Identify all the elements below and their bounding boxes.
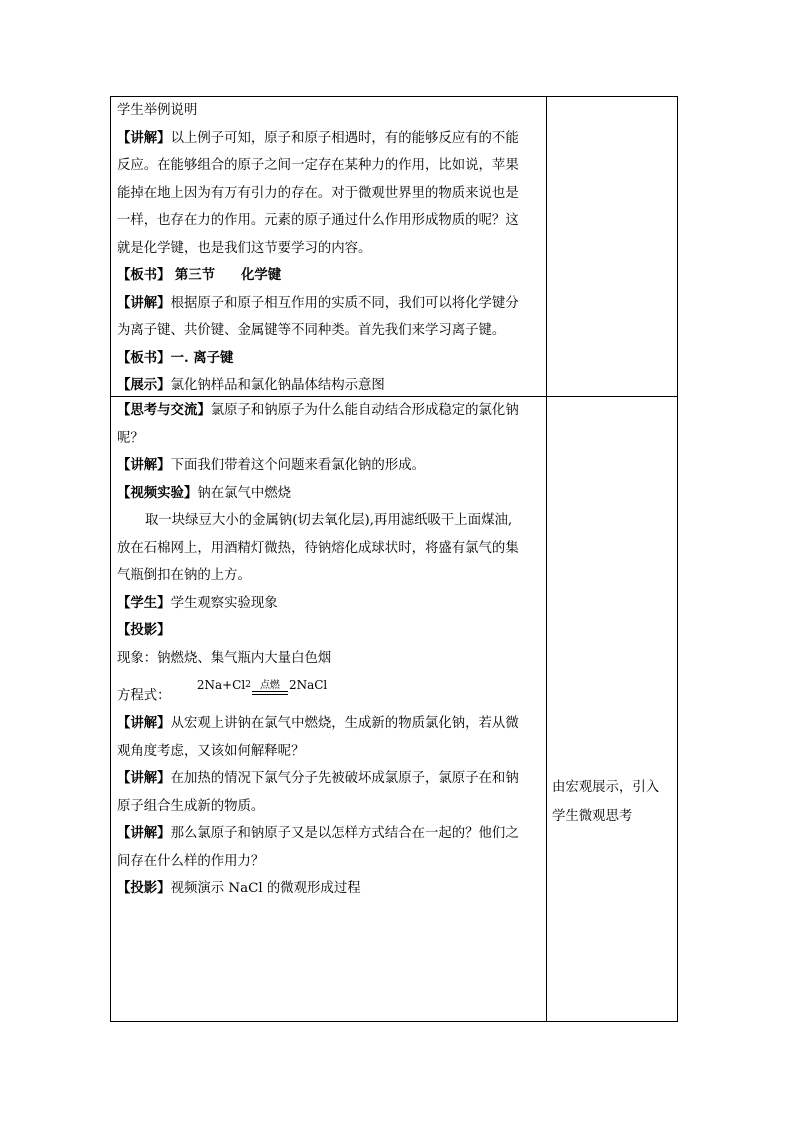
text-line: 【讲解】以上例子可知，原子和原子相遇时，有的能够反应有的不能 xyxy=(117,129,519,146)
lesson-title: 化学键 xyxy=(241,267,282,283)
section-tag: 【视频实验】 xyxy=(117,484,198,501)
section-tag: 【展示】 xyxy=(117,377,171,393)
design-intent-line: 学生微观思考 xyxy=(552,809,633,824)
text-line: 观角度考虑，又该如何解释呢？ xyxy=(117,743,305,759)
text-line: 取一块绿豆大小的金属钠(切去氧化层),再用滤纸吸干上面煤油, xyxy=(145,513,513,528)
text-line: 【讲解】那么氯原子和钠原子又是以怎样方式结合在一起的？他们之 xyxy=(117,825,519,841)
subscript: 2 xyxy=(245,680,251,690)
text-line: 间存在什么样的作用力？ xyxy=(117,853,265,869)
section-tag: 【讲解】 xyxy=(117,770,171,786)
text-line: 【思考与交流】氯原子和钠原子为什么能自动结合形成稳定的氯化钠 xyxy=(117,402,519,418)
lesson-section: 第三节 xyxy=(174,267,215,283)
text-line: 就是化学键，也是我们这节要学习的内容。 xyxy=(117,240,372,256)
section-tag: 【学生】 xyxy=(117,594,171,611)
equation-label: 方程式： xyxy=(117,688,171,704)
section-tag: 【讲解】 xyxy=(117,825,171,841)
text-line: 【学生】学生观察实验现象 xyxy=(117,594,278,611)
design-intent-line: 由宏观展示，引入 xyxy=(552,780,660,795)
equation-line xyxy=(117,672,543,710)
row1-content-cell xyxy=(117,97,543,400)
text-line: 原子组合生成新的物质。 xyxy=(117,798,265,814)
text-line: 【板书】一. 离子键 xyxy=(117,349,234,366)
text-line: 学生举例说明 xyxy=(117,103,198,118)
text-line xyxy=(117,262,543,290)
text-line: 【讲解】根据原子和原子相互作用的实质不同，我们可以将化学键分 xyxy=(117,294,519,311)
chemical-equation xyxy=(175,672,327,700)
section-tag: 【讲解】 xyxy=(117,294,171,311)
text-line: 【讲解】从宏观上讲钠在氯气中燃烧，生成新的物质氯化钠，若从微 xyxy=(117,715,519,731)
equation-product: 2NaCl xyxy=(288,678,328,692)
text-line: 反应。在能够组合的原子之间一定存在某种力的作用，比如说，苹果 xyxy=(117,158,519,173)
text-line: 气瓶倒扣在钠的上方。 xyxy=(117,568,251,583)
design-intent-cell xyxy=(552,773,672,831)
equation-reactants: 2Na+Cl xyxy=(196,678,246,692)
text-line: 【视频实验】钠在氯气中燃烧 xyxy=(117,484,292,501)
section-tag: 【讲解】 xyxy=(117,715,171,731)
text-line: 能掉在地上因为有万有引力的存在。对于微观世界里的物质来说也是 xyxy=(117,185,519,201)
section-tag: 【板书】 xyxy=(117,349,171,366)
lesson-table xyxy=(110,96,678,1022)
text-line xyxy=(117,617,543,645)
text-line: 呢？ xyxy=(117,430,144,446)
section-tag: 【投影】 xyxy=(117,880,171,896)
row2-content-cell xyxy=(117,397,543,903)
text-line: 【讲解】下面我们带着这个问题来看氯化钠的形成。 xyxy=(117,457,425,473)
section-tag: 【思考与交流】 xyxy=(117,402,211,418)
text-line: 【投影】视频演示 NaCl 的微观形成过程 xyxy=(117,880,361,896)
double-line-icon xyxy=(252,691,288,695)
column-divider xyxy=(546,97,547,1021)
section-tag: 【板书】 xyxy=(117,267,171,283)
text-line: 现象：钠燃烧、集气瓶内大量白色烟 xyxy=(117,650,332,666)
section-tag: 【讲解】 xyxy=(117,129,171,146)
text-line: 一样，也存在力的作用。元素的原子通过什么作用形成物质的呢？这 xyxy=(117,213,519,228)
text-line: 为离子键、共价键、金属键等不同种类。首先我们来学习离子键。 xyxy=(117,323,506,338)
text-line: 放在石棉网上，用酒精灯微热，待钠熔化成球状时，将盛有氯气的集 xyxy=(117,540,519,556)
text-line: 【讲解】在加热的情况下氯气分子先被破坏成氯原子，氯原子在和钠 xyxy=(117,770,519,786)
reaction-arrow xyxy=(252,681,288,700)
reaction-condition: 点燃 xyxy=(259,679,280,691)
section-tag: 【讲解】 xyxy=(117,457,171,473)
section-tag: 【投影】 xyxy=(117,622,171,638)
text-line: 【展示】氯化钠样品和氯化钠晶体结构示意图 xyxy=(117,377,385,393)
